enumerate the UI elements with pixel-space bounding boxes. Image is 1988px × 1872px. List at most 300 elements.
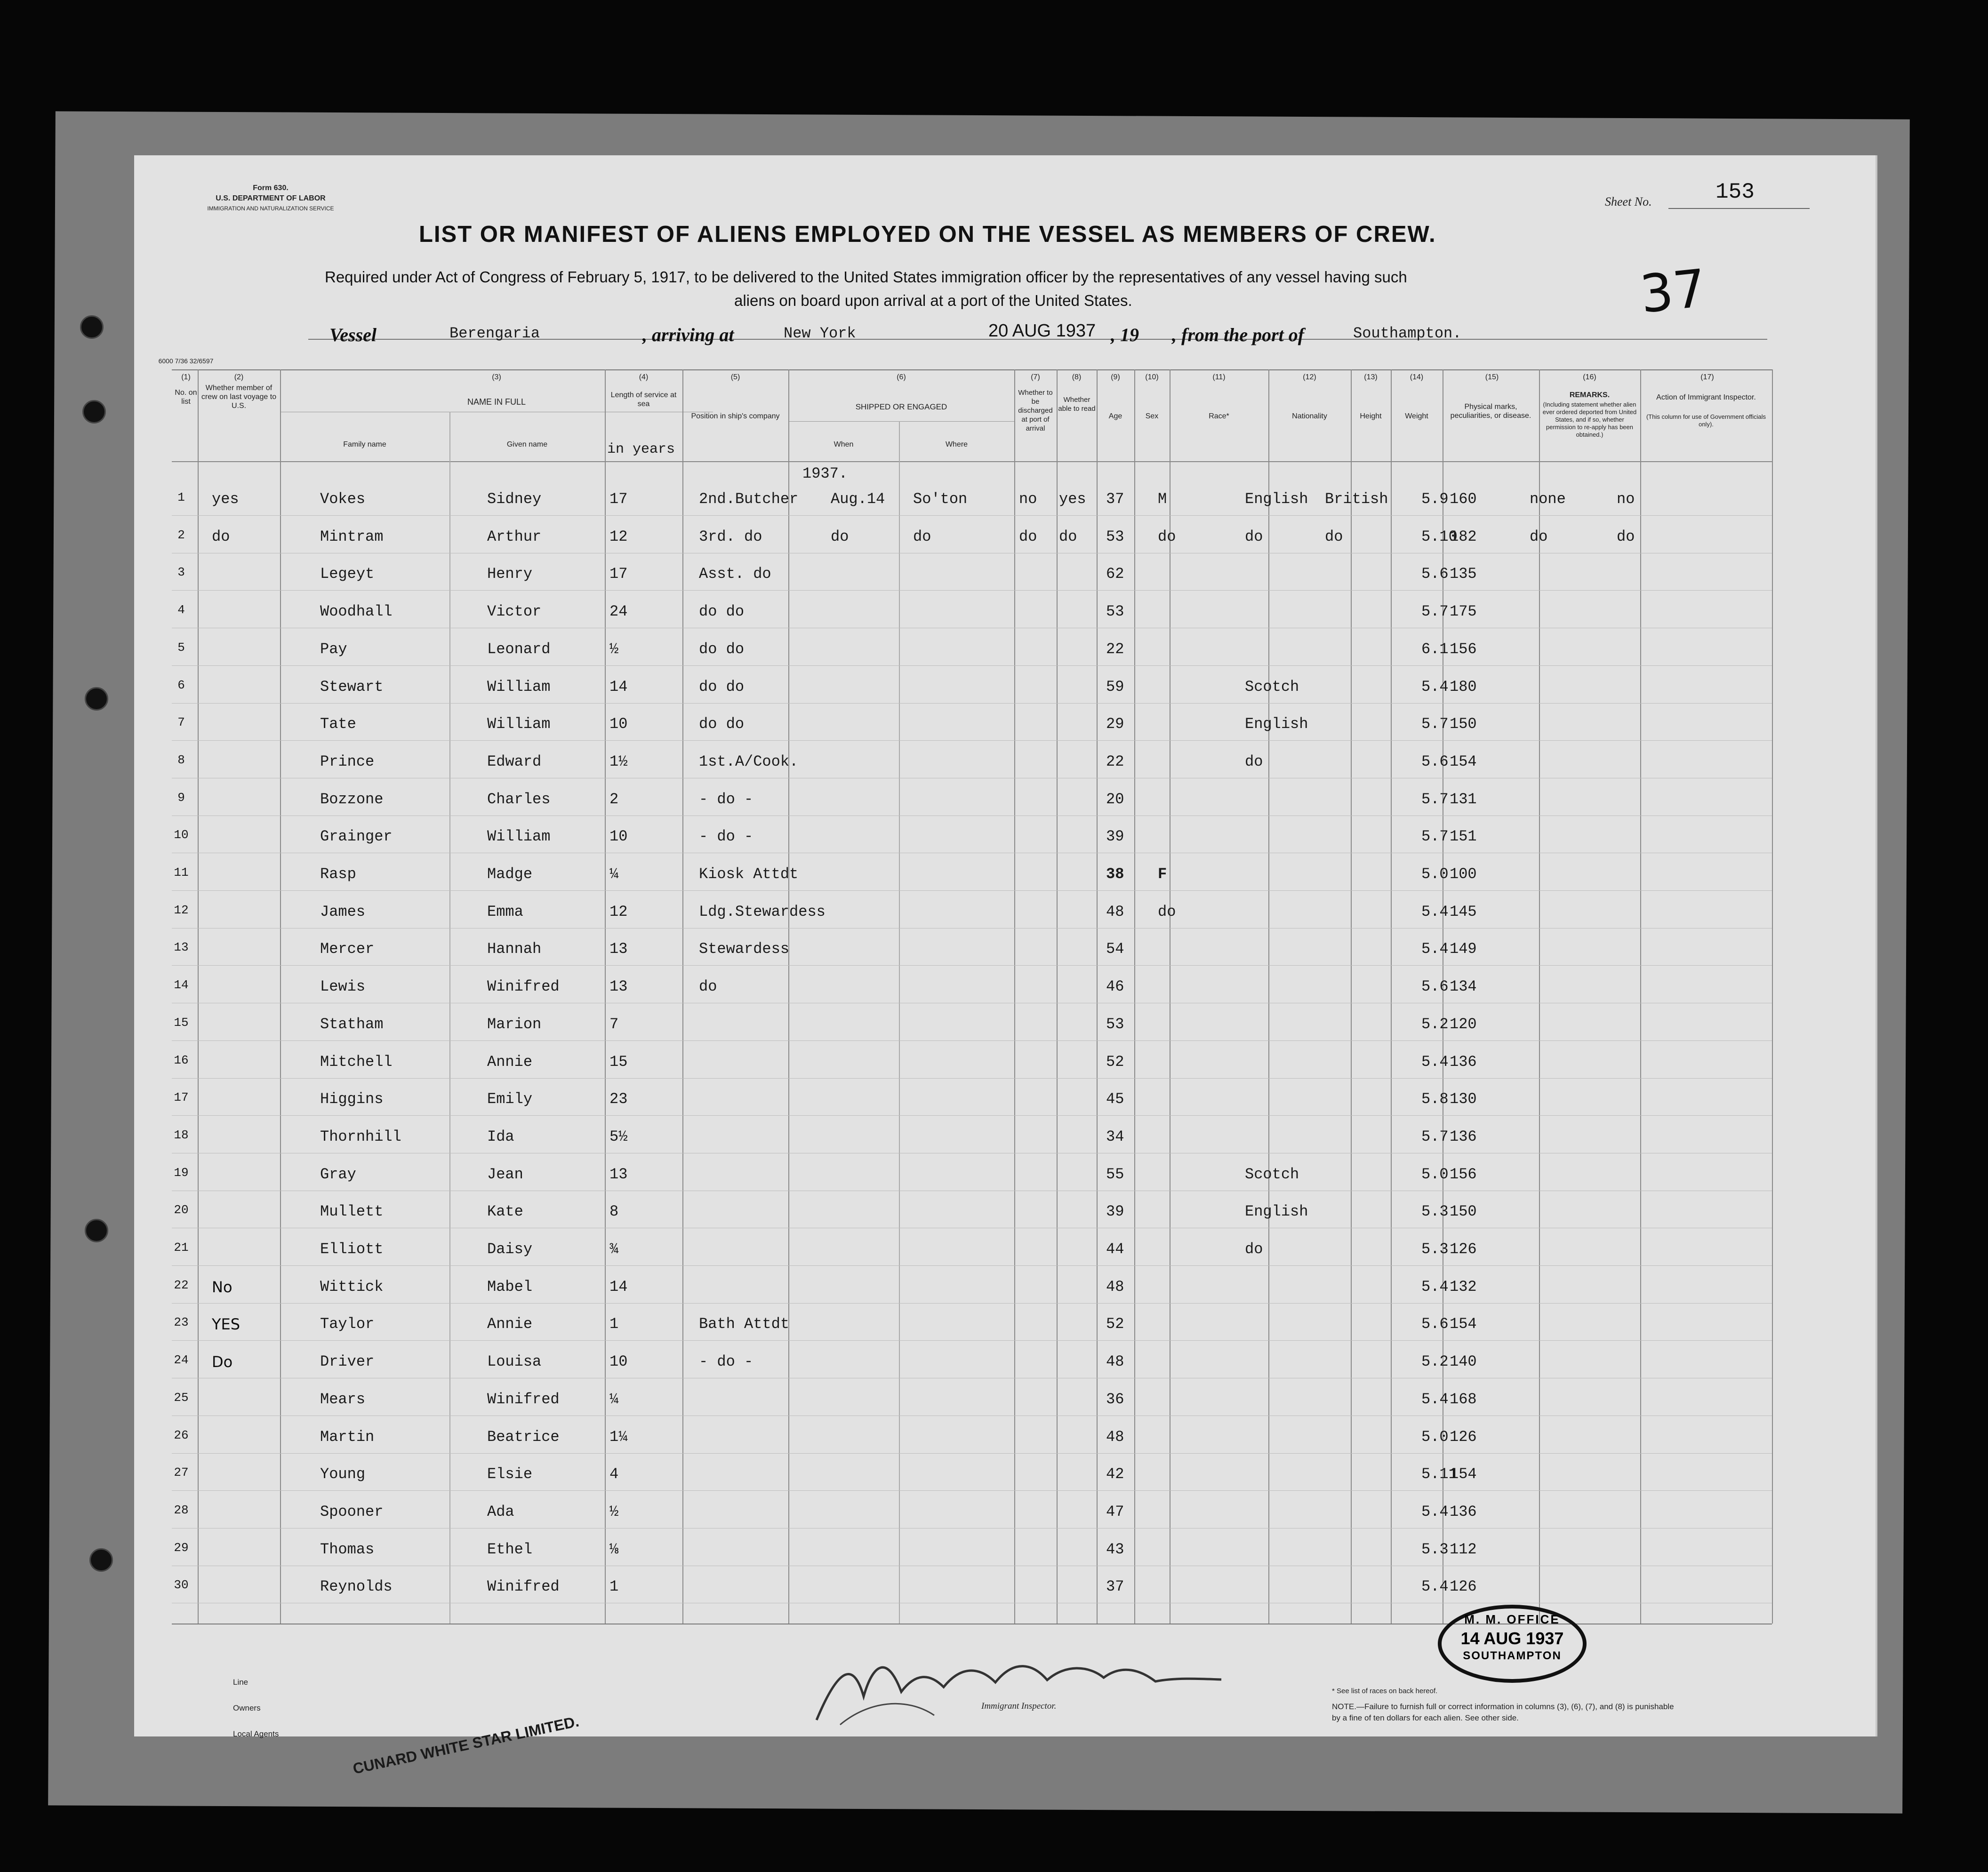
age: 53 — [1106, 603, 1124, 621]
row-number: 7 — [177, 715, 185, 730]
discharged: no — [1019, 490, 1037, 508]
family-name: Taylor — [320, 1315, 375, 1333]
weight: 149 — [1450, 940, 1477, 958]
row-rule — [172, 1265, 1772, 1266]
able-to-read: do — [1059, 528, 1077, 545]
weight: 175 — [1450, 603, 1477, 621]
service-years: ¼ — [609, 1390, 619, 1408]
weight: 120 — [1450, 1015, 1477, 1033]
col-divider — [788, 369, 789, 1624]
col-divider — [1268, 369, 1269, 1624]
remarks: no — [1617, 490, 1635, 508]
height: 5.7 — [1421, 603, 1449, 621]
header-no-on-list: No. on list — [175, 389, 197, 406]
row-number: 17 — [174, 1090, 189, 1105]
weight: 126 — [1450, 1578, 1477, 1596]
family-name: Statham — [320, 1015, 384, 1033]
weight: 134 — [1450, 978, 1477, 996]
service-years: 24 — [609, 603, 628, 621]
height: 5.6 — [1421, 1315, 1449, 1333]
position: Kiosk Attdt — [699, 865, 799, 883]
nationality: do — [1325, 528, 1343, 545]
age: 42 — [1106, 1465, 1124, 1483]
service-years: ½ — [609, 640, 619, 658]
age: 37 — [1106, 490, 1124, 508]
weight: 154 — [1450, 752, 1477, 770]
weight: 100 — [1450, 865, 1477, 883]
shipped-subheader-rule — [788, 421, 1014, 422]
family-name: Mullett — [320, 1203, 384, 1221]
shipped-where: So'ton — [913, 490, 968, 508]
column-number: (9) — [1111, 373, 1120, 381]
family-name: Prince — [320, 752, 375, 770]
manifest-title: LIST OR MANIFEST OF ALIENS EMPLOYED ON THE VESSEL AS MEMBERS OF CREW. — [419, 222, 1436, 247]
arriving-label: , arriving at — [642, 324, 734, 345]
form-department: U.S. DEPARTMENT OF LABOR — [216, 194, 326, 202]
header-position: Position in ship's company — [691, 412, 780, 420]
height: 5.6 — [1421, 752, 1449, 770]
age: 20 — [1106, 790, 1124, 808]
race: do — [1245, 1240, 1263, 1258]
pencil-mark: 37 — [1637, 258, 1709, 325]
height: 5.3 — [1421, 1240, 1449, 1258]
position: 3rd. do — [699, 528, 762, 545]
row-number: 19 — [174, 1165, 189, 1180]
family-name: Lewis — [320, 978, 366, 996]
sheet-number: 153 — [1715, 180, 1755, 204]
service-years: 14 — [609, 1278, 628, 1296]
header-able-to-read: Whether able to read — [1058, 396, 1096, 413]
service-years: 13 — [609, 978, 628, 996]
weight: 126 — [1450, 1428, 1477, 1446]
given-name: Emma — [487, 903, 523, 920]
service-years: 17 — [609, 490, 628, 508]
service-years: 23 — [609, 1090, 628, 1108]
col-divider — [1134, 369, 1135, 1624]
race: English — [1245, 715, 1308, 733]
able-to-read: yes — [1059, 490, 1086, 508]
physical-marks: do — [1530, 528, 1548, 545]
given-name: Elsie — [487, 1465, 533, 1483]
race: Scotch — [1245, 678, 1299, 696]
family-name: Stewart — [320, 678, 384, 696]
header-nationality: Nationality — [1292, 412, 1327, 420]
sex: F — [1158, 865, 1167, 883]
given-name: Hannah — [487, 940, 542, 958]
row-number: 13 — [174, 940, 189, 955]
service-years: 10 — [609, 828, 628, 846]
given-name: Winifred — [487, 1578, 560, 1596]
position: do do — [699, 640, 745, 658]
shipped-when: do — [831, 528, 849, 545]
col-divider — [449, 412, 450, 1624]
row-number: 3 — [177, 565, 185, 580]
print-code: 6000 7/36 32/6597 — [158, 357, 214, 365]
column-number: (4) — [639, 373, 649, 381]
col-divider — [198, 369, 199, 1624]
given-name: Victor — [487, 603, 542, 621]
family-name: Higgins — [320, 1090, 384, 1108]
family-name: James — [320, 903, 366, 920]
service-years: 17 — [609, 565, 628, 583]
column-number: (17) — [1700, 373, 1714, 381]
column-number: (6) — [897, 373, 906, 381]
family-name: Woodhall — [320, 603, 393, 621]
age: 52 — [1106, 1315, 1124, 1333]
physical-marks: none — [1530, 490, 1566, 508]
age: 54 — [1106, 940, 1124, 958]
height: 6.1 — [1421, 640, 1449, 658]
family-name: Young — [320, 1465, 366, 1483]
height: 5.6 — [1421, 565, 1449, 583]
family-name: Vokes — [320, 490, 366, 508]
row-rule — [172, 1490, 1772, 1491]
shipped-where: do — [913, 528, 931, 545]
row-number: 2 — [177, 528, 185, 542]
position: - do - — [699, 790, 754, 808]
column-number: (1) — [181, 373, 191, 381]
row-number: 18 — [174, 1128, 189, 1142]
given-name: Beatrice — [487, 1428, 560, 1446]
position: 1st.A/Cook. — [699, 752, 799, 770]
family-name: Legeyt — [320, 565, 375, 583]
row-rule — [172, 1303, 1772, 1304]
given-name: Jean — [487, 1165, 523, 1183]
row-rule — [172, 890, 1772, 891]
col-divider — [1057, 369, 1058, 1624]
binder-hole — [80, 315, 104, 339]
age: 34 — [1106, 1128, 1124, 1145]
row-number: 5 — [177, 640, 185, 655]
row-rule — [172, 590, 1772, 591]
age: 52 — [1106, 1053, 1124, 1071]
height: 5.4 — [1421, 1278, 1449, 1296]
height: 5.4 — [1421, 678, 1449, 696]
weight: 156 — [1450, 640, 1477, 658]
age: 48 — [1106, 1278, 1124, 1296]
col-divider — [1772, 369, 1773, 1624]
weight: 156 — [1450, 1165, 1477, 1183]
from-label: , from the port of — [1172, 324, 1305, 345]
column-number: (13) — [1364, 373, 1378, 381]
weight: 154 — [1450, 1315, 1477, 1333]
row-number: 30 — [174, 1578, 189, 1592]
age: 44 — [1106, 1240, 1124, 1258]
line-label: Line — [233, 1678, 248, 1687]
sheet-number-rule — [1668, 208, 1810, 209]
family-name: Tate — [320, 715, 356, 733]
row-number: 1 — [177, 490, 185, 504]
given-name: Ada — [487, 1503, 514, 1520]
from-port: Southampton. — [1353, 325, 1462, 342]
given-name: William — [487, 678, 551, 696]
service-years: 15 — [609, 1053, 628, 1071]
family-name: Mercer — [320, 940, 375, 958]
age: 53 — [1106, 1015, 1124, 1033]
row-rule — [172, 965, 1772, 966]
header-remarks-title: REMARKS. — [1569, 391, 1610, 399]
column-number: (2) — [234, 373, 244, 381]
row-number: 8 — [177, 752, 185, 767]
header-length-of-service: Length of service at sea — [610, 391, 677, 408]
header-height: Height — [1360, 412, 1382, 420]
weight: 154 — [1450, 1465, 1477, 1483]
sex: do — [1158, 528, 1176, 545]
column-number: (11) — [1212, 373, 1226, 381]
height: 5.7 — [1421, 790, 1449, 808]
age: 46 — [1106, 978, 1124, 996]
arrival-date-stamp: 20 AUG 1937 — [988, 321, 1096, 341]
column-number: (14) — [1410, 373, 1424, 381]
position: Bath Attdt — [699, 1315, 790, 1333]
weight: 150 — [1450, 1203, 1477, 1221]
given-name: Arthur — [487, 528, 542, 545]
given-name: Winifred — [487, 978, 560, 996]
race: English — [1245, 490, 1308, 508]
family-name: Gray — [320, 1165, 356, 1183]
row-number: 25 — [174, 1390, 189, 1405]
height: 5.0 — [1421, 865, 1449, 883]
service-years: 5½ — [609, 1128, 628, 1145]
header-weight: Weight — [1405, 412, 1428, 420]
sex: do — [1158, 903, 1176, 920]
remarks: do — [1617, 528, 1635, 545]
family-name: Reynolds — [320, 1578, 393, 1596]
service-years: 4 — [609, 1465, 619, 1483]
row-number: 26 — [174, 1428, 189, 1442]
year-label: , 19 — [1111, 324, 1139, 345]
height: 5.10 — [1421, 528, 1458, 545]
header-action-note: (This column for use of Government officials only). — [1646, 413, 1766, 428]
manifest-page — [134, 155, 1877, 1777]
age: 47 — [1106, 1503, 1124, 1520]
service-years: 1 — [609, 1578, 619, 1596]
vessel-label: Vessel — [329, 324, 377, 345]
col-divider — [899, 421, 900, 1624]
weight: 112 — [1450, 1540, 1477, 1558]
weight: 136 — [1450, 1053, 1477, 1071]
height: 5.4 — [1421, 903, 1449, 920]
row-rule — [172, 1078, 1772, 1079]
weight: 126 — [1450, 1240, 1477, 1258]
binder-hole — [82, 400, 106, 424]
header-when: When — [834, 440, 854, 448]
row-number: 6 — [177, 678, 185, 692]
manifest-subtitle-1: Required under Act of Congress of February 5, 1917, to be delivered to the United States immigration officer by the representatives of any vessel having such — [325, 268, 1407, 286]
position: - do - — [699, 1353, 754, 1371]
position: do do — [699, 678, 745, 696]
given-name: Emily — [487, 1090, 533, 1108]
family-name: Thornhill — [320, 1128, 401, 1145]
age: 43 — [1106, 1540, 1124, 1558]
family-name: Bozzone — [320, 790, 384, 808]
header-action: Action of Immigrant Inspector. — [1656, 393, 1756, 401]
header-whether-member: Whether member of crew on last voyage to U.S. — [201, 384, 277, 410]
local-agents-label: Local Agents — [233, 1729, 279, 1738]
row-rule — [172, 515, 1772, 516]
col-divider — [1640, 369, 1641, 1624]
age: 22 — [1106, 640, 1124, 658]
height: 5.6 — [1421, 978, 1449, 996]
row-number: 24 — [174, 1353, 189, 1368]
weight: 151 — [1450, 828, 1477, 846]
company-stamp: CUNARD WHITE STAR LIMITED. — [351, 1712, 581, 1777]
row-number: 14 — [174, 978, 189, 992]
given-name: Henry — [487, 565, 533, 583]
header-remarks: (Including statement whether alien ever ordered deported from United States, and if so, whether permission to re-apply has been obtained.) — [1542, 401, 1637, 438]
service-years: 1½ — [609, 752, 628, 770]
service-years: 10 — [609, 1353, 628, 1371]
stamp-date: 14 AUG 1937 — [1460, 1629, 1564, 1648]
row-number: 29 — [174, 1540, 189, 1555]
col-divider — [1391, 369, 1392, 1624]
given-name: Sidney — [487, 490, 542, 508]
height: 5.7 — [1421, 1128, 1449, 1145]
row-number: 23 — [174, 1315, 189, 1330]
row-number: 22 — [174, 1278, 189, 1292]
age: 48 — [1106, 1428, 1124, 1446]
header-shipped: SHIPPED OR ENGAGED — [855, 402, 947, 411]
crew-member-flag: yes — [212, 490, 239, 508]
family-name: Mears — [320, 1390, 366, 1408]
height: 5.11 — [1421, 1465, 1458, 1483]
table-header-rule — [172, 461, 1772, 462]
binder-hole — [89, 1548, 113, 1572]
age: 38 — [1106, 865, 1124, 883]
age: 55 — [1106, 1165, 1124, 1183]
weight: 130 — [1450, 1090, 1477, 1108]
weight: 136 — [1450, 1503, 1477, 1520]
col-divider — [1097, 369, 1098, 1624]
family-name: Elliott — [320, 1240, 384, 1258]
crew-member-flag: No — [212, 1278, 232, 1296]
weight: 150 — [1450, 715, 1477, 733]
position: 2nd.Butcher — [699, 490, 799, 508]
header-in-years: in years — [607, 441, 675, 457]
row-number: 10 — [174, 828, 189, 842]
position: do — [699, 978, 717, 996]
weight: 168 — [1450, 1390, 1477, 1408]
height: 5.7 — [1421, 828, 1449, 846]
crew-member-flag: YES — [212, 1315, 240, 1334]
weight: 136 — [1450, 1128, 1477, 1145]
row-rule — [172, 1453, 1772, 1454]
inspector-signature — [812, 1645, 1226, 1734]
crew-member-flag: do — [212, 528, 230, 545]
age: 59 — [1106, 678, 1124, 696]
service-years: 8 — [609, 1203, 619, 1221]
header-race: Race* — [1209, 412, 1229, 420]
service-years: 2 — [609, 790, 619, 808]
service-years: 14 — [609, 678, 628, 696]
weight: 145 — [1450, 903, 1477, 920]
weight: 131 — [1450, 790, 1477, 808]
owners-label: Owners — [233, 1704, 261, 1712]
age: 62 — [1106, 565, 1124, 583]
header-family-name: Family name — [343, 440, 386, 448]
binder-hole — [85, 1219, 108, 1242]
service-years: 12 — [609, 903, 628, 920]
given-name: William — [487, 828, 551, 846]
col-divider — [280, 369, 281, 1624]
age: 48 — [1106, 1353, 1124, 1371]
service-years: 7 — [609, 1015, 619, 1033]
header-given-name: Given name — [506, 440, 548, 448]
height: 5.0 — [1421, 1428, 1449, 1446]
col-divider — [1014, 369, 1015, 1624]
col-divider — [1351, 369, 1352, 1624]
race: do — [1245, 528, 1263, 545]
crew-member-flag: Do — [212, 1353, 233, 1371]
height: 5.7 — [1421, 715, 1449, 733]
given-name: Charles — [487, 790, 551, 808]
stamp-top-text: M. M. OFFICE — [1464, 1612, 1560, 1626]
height: 5.2 — [1421, 1015, 1449, 1033]
form-number: Form 630. — [253, 184, 289, 192]
year-1937: 1937. — [802, 465, 848, 482]
given-name: Leonard — [487, 640, 551, 658]
family-name: Wittick — [320, 1278, 384, 1296]
stamp-bottom-text: SOUTHAMPTON — [1463, 1649, 1562, 1662]
weight: 182 — [1450, 528, 1477, 545]
row-rule — [172, 665, 1772, 666]
service-years: ¼ — [609, 865, 619, 883]
position: Asst. do — [699, 565, 771, 583]
sex: M — [1158, 490, 1167, 508]
shipped-when: Aug.14 — [831, 490, 885, 508]
footer-note: NOTE.—Failure to furnish full or correct information in columns (3), (6), (7), and (8) is punishable by a fine of ten dollars for each alien. See other side. — [1332, 1702, 1674, 1722]
given-name: Marion — [487, 1015, 542, 1033]
col-divider — [605, 369, 606, 1624]
row-number: 28 — [174, 1503, 189, 1517]
given-name: Annie — [487, 1315, 533, 1333]
weight: 140 — [1450, 1353, 1477, 1371]
given-name: Louisa — [487, 1353, 542, 1371]
height: 5.9 — [1421, 490, 1449, 508]
row-rule — [172, 703, 1772, 704]
weight: 132 — [1450, 1278, 1477, 1296]
binder-hole — [85, 687, 108, 711]
height: 5.4 — [1421, 940, 1449, 958]
height: 5.4 — [1421, 1390, 1449, 1408]
row-number: 9 — [177, 790, 185, 805]
row-number: 20 — [174, 1203, 189, 1217]
header-where: Where — [945, 440, 968, 448]
age: 29 — [1106, 715, 1124, 733]
row-number: 21 — [174, 1240, 189, 1255]
vessel-name: Berengaria — [449, 325, 540, 342]
given-name: Annie — [487, 1053, 533, 1071]
inspector-label: Immigrant Inspector. — [981, 1701, 1057, 1711]
row-number: 16 — [174, 1053, 189, 1067]
header-physical: Physical marks, peculiarities, or disease. — [1450, 403, 1531, 420]
header-discharged: Whether to be discharged at port of arrival — [1018, 389, 1053, 432]
position: - do - — [699, 828, 754, 846]
header-sex: Sex — [1145, 412, 1159, 420]
column-number: (5) — [730, 373, 740, 381]
given-name: Daisy — [487, 1240, 533, 1258]
race: English — [1245, 1203, 1308, 1221]
age: 39 — [1106, 1203, 1124, 1221]
nationality: British — [1325, 490, 1388, 508]
column-number: (16) — [1583, 373, 1596, 381]
column-number: (7) — [1031, 373, 1040, 381]
sheet-label: Sheet No. — [1605, 195, 1652, 208]
height: 5.3 — [1421, 1203, 1449, 1221]
height: 5.0 — [1421, 1165, 1449, 1183]
weight: 180 — [1450, 678, 1477, 696]
race-note: * See list of races on back hereof. — [1332, 1687, 1438, 1695]
